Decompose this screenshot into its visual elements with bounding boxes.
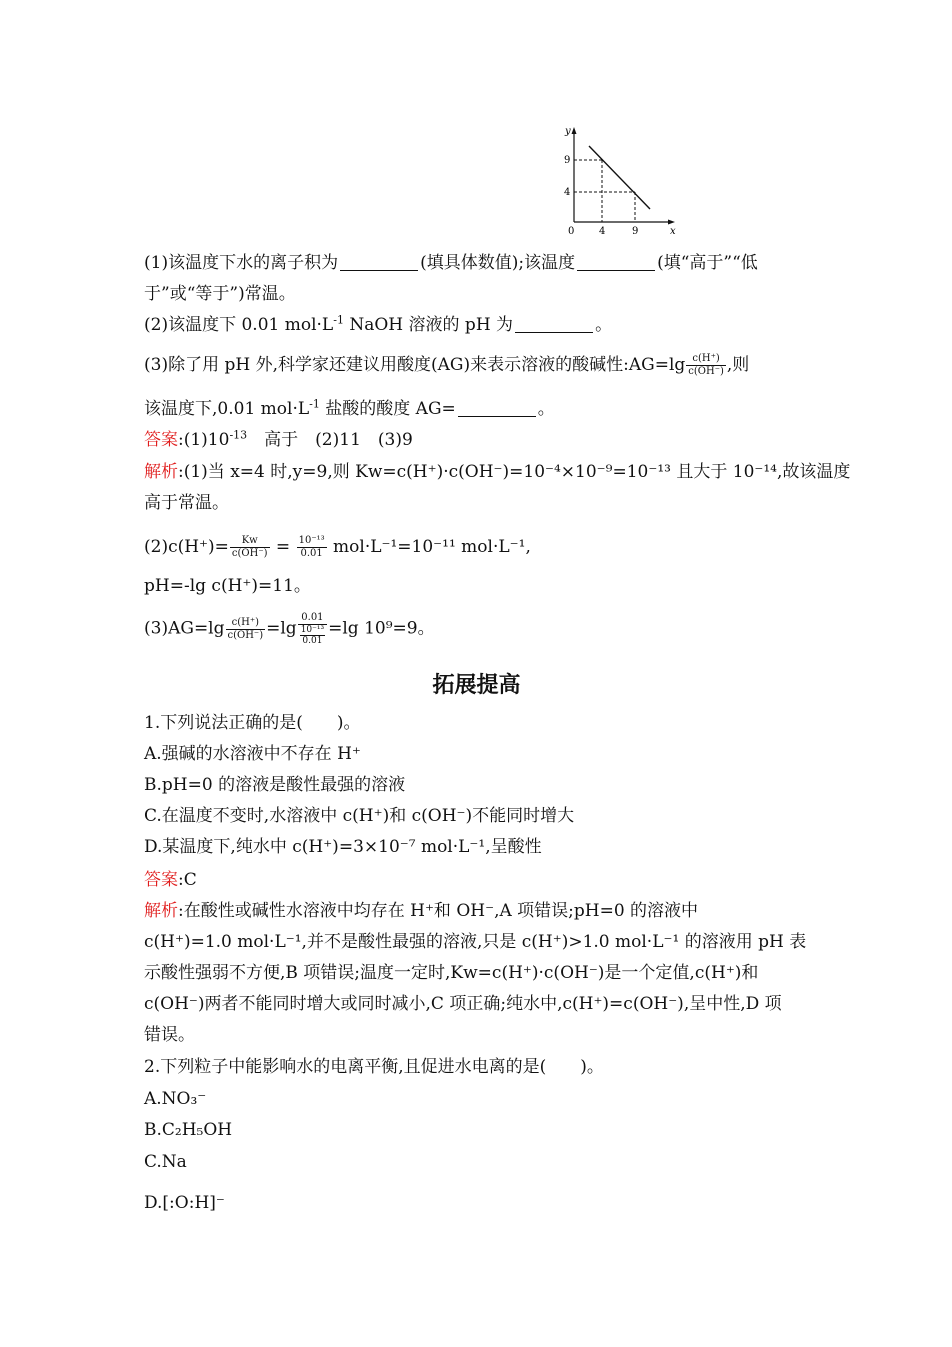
q1-part1-line1: (1)该温度下水的离子积为 (填具体数值);该温度 (填“高于”“低 (144, 253, 758, 273)
answer-blank[interactable] (340, 254, 418, 271)
q2-option-b: B.pH=0 的溶液是酸性最强的溶液 (144, 775, 406, 795)
graph-x-tick-4: 4 (599, 226, 606, 236)
graph-x-tick-0: 0 (568, 226, 575, 236)
q1-analysis-line1: 解析:(1)当 x=4 时,y=9,则 Kw=c(H⁺)·c(OH⁻)=10⁻⁴×10⁻⁹=10⁻¹³ 且大于 10⁻¹⁴,故该温度 (144, 462, 851, 482)
q3-option-d: D.[:O:H]⁻ (144, 1193, 225, 1213)
q1-analysis-line2: 高于常温。 (144, 493, 229, 513)
q1-calc-ag: (3)AG=lg $\frac{c(H^+)}{c(OH^-)}$ =lg $\frac{0.01}{\frac{\text{10⁻¹³}}{0.01}}$ =lg 10⁹=9。 (144, 612, 435, 646)
q3-option-a: A.NO₃⁻ (144, 1089, 207, 1109)
section-title: 拓展提高 (432, 673, 521, 698)
q2-option-c: C.在温度不变时,水溶液中 c(H⁺)和 c(OH⁻)不能同时增大 (144, 806, 575, 826)
q2-analysis-line4: c(OH⁻)两者不能同时增大或同时减小,C 项正确;纯水中,c(H⁺)=c(OH⁻),呈中性,D 项 (144, 994, 782, 1014)
q3-stem: 2.下列粒子中能影响水的电离平衡,且促进水电离的是( )。 (144, 1057, 604, 1077)
graph-y-label: y (565, 126, 571, 137)
q1-part3: (3)除了用 pH 外,科学家还建议用酸度(AG)来表示溶液的酸碱性:AG=lg $\frac{c(H^+)}{c(OH^-)}$ ,则 (144, 353, 750, 377)
kw-fraction: $\frac{Kw}{c(OH^-)}$ (231, 535, 268, 559)
kw-line-graph (562, 124, 682, 236)
q1-part2: (2)该温度下 0.01 $mol\cdot L^{-1}$ NaOH 溶液的 pH 为 。 (144, 313, 613, 335)
value-fraction: $\frac{\text{10⁻¹³}}{0.01}$ (298, 535, 325, 559)
q2-option-a: A.强碱的水溶液中不存在 H⁺ (144, 744, 361, 764)
q3-option-b: B.C₂H₅OH (144, 1120, 233, 1140)
graph-y-tick-4: 4 (564, 187, 571, 198)
ag-fraction-calc: $\frac{c(H^+)}{c(OH^-)}$ (227, 616, 264, 641)
ag-fraction: $\frac{c(H^+)}{c(OH^-)}$ (688, 353, 724, 377)
q2-answer: 答案:C (144, 870, 197, 890)
q2-option-d: D.某温度下,纯水中 c(H⁺)=3×10⁻⁷ mol·L⁻¹,呈酸性 (144, 837, 542, 857)
q2-analysis-line1: 解析:在酸性或碱性水溶液中均存在 H⁺和 OH⁻,A 项错误;pH=0 的溶液中 (144, 901, 699, 921)
q1-part3-line2: 该温度下,0.01 $mol\cdot L^{-1}$ 盐酸的酸度 AG= 。 (144, 397, 555, 419)
answer-blank[interactable] (458, 400, 536, 417)
q1-calc-ph: pH=-lg c(H⁺)=11。 (144, 576, 311, 596)
nested-fraction: $\frac{0.01}{\frac{\text{10⁻¹³}}{0.01}}$ (298, 612, 327, 646)
q1-part1-line2: 于”或“等于”)常温。 (144, 284, 296, 304)
q3-option-c: C.Na (144, 1152, 187, 1172)
q2-analysis-line3: 示酸性强弱不方便,B 项错误;温度一定时,Kw=c(H⁺)·c(OH⁻)是一个定值,c(H⁺)和 (144, 963, 759, 983)
graph-x-tick-9: 9 (632, 226, 639, 236)
q1-calc-h: (2)c(H⁺)= $\frac{Kw}{c(OH^-)}$ = $\frac{\text{10⁻¹³}}{0.01}$ mol·L⁻¹=10⁻¹¹ mol·L⁻¹, (144, 535, 531, 559)
graph-x-label: x (670, 226, 676, 236)
q2-analysis-line5: 错误。 (144, 1025, 195, 1045)
answer-blank[interactable] (577, 254, 655, 271)
graph-y-tick-9: 9 (564, 155, 571, 166)
q2-stem: 1.下列说法正确的是( )。 (144, 713, 361, 733)
q1-answer: 答案$:(1)10^{-13}$ 高于 (2)11 (3)9 (144, 428, 413, 450)
q2-analysis-line2: c(H⁺)=1.0 mol·L⁻¹,并不是酸性最强的溶液,只是 c(H⁺)>1.0 mol·L⁻¹ 的溶液用 pH 表 (144, 932, 807, 952)
answer-blank[interactable] (515, 316, 593, 333)
